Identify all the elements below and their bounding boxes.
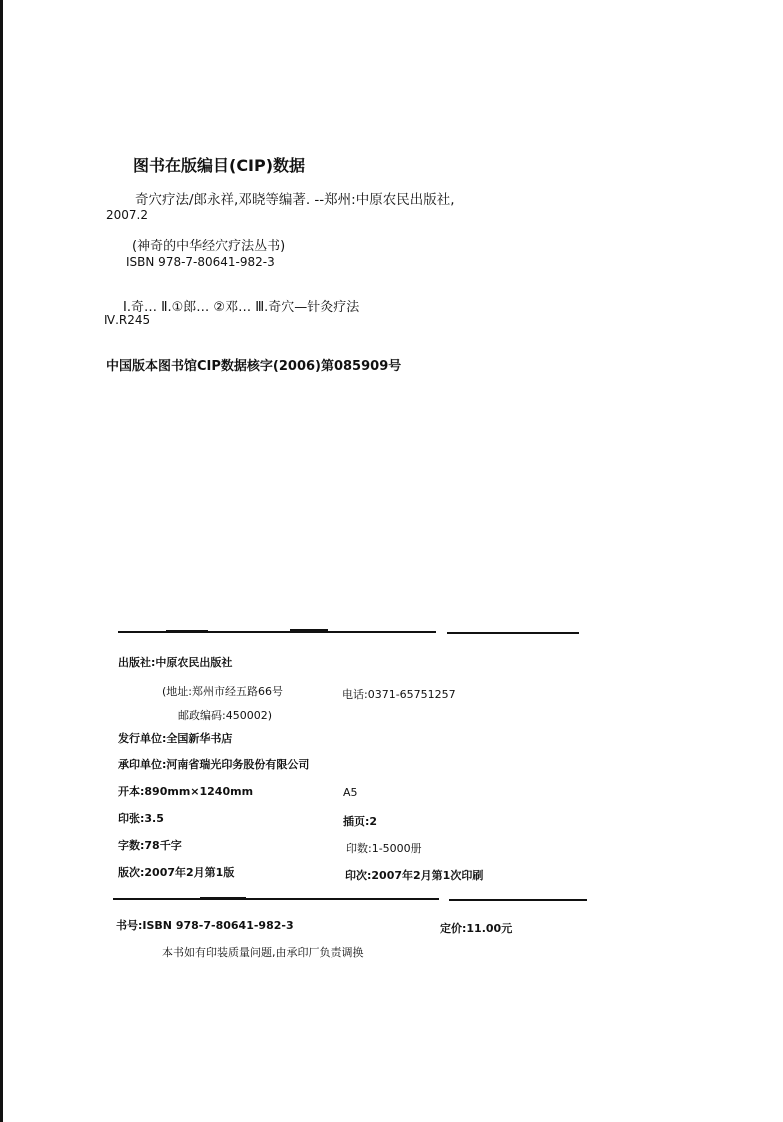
publisher-address: (地址:郑州市经五路66号 — [162, 685, 283, 698]
rule-accent — [200, 897, 246, 900]
cip-main-entry: 奇穴疗法/郎永祥,邓晓等编著. --郑州:中原农民出版社, — [135, 192, 455, 208]
publisher: 出版社:中原农民出版社 — [118, 656, 233, 669]
cip-subject-headings: Ⅰ.奇… Ⅱ.①郎… ②邓… Ⅲ.奇穴—针灸疗法 — [123, 300, 360, 315]
inserts: 插页:2 — [343, 815, 378, 828]
print-quantity: 印数:1-5000册 — [346, 842, 422, 855]
book-format: A5 — [343, 786, 358, 799]
cip-isbn: ISBN 978-7-80641-982-3 — [126, 255, 275, 269]
word-count: 字数:78千字 — [118, 839, 182, 852]
distributor: 发行单位:全国新华书店 — [118, 732, 233, 745]
cip-classification: Ⅳ.R245 — [104, 313, 151, 327]
cip-record-number: 中国版本图书馆CIP数据核字(2006)第085909号 — [106, 359, 402, 374]
print-sheets: 印张:3.5 — [118, 812, 164, 825]
imprint-bottom-rule — [113, 898, 439, 900]
cip-main-entry-continued: 2007.2 — [106, 208, 148, 222]
imprint-top-rule-short — [447, 632, 579, 634]
rule-accent — [290, 629, 328, 632]
cip-heading: 图书在版编目(CIP)数据 — [133, 156, 306, 175]
price: 定价:11.00元 — [440, 922, 513, 935]
publisher-zip: 邮政编码:450002) — [178, 709, 272, 722]
edition: 版次:2007年2月第1版 — [118, 866, 235, 879]
book-number: 书号:ISBN 978-7-80641-982-3 — [116, 919, 294, 932]
publisher-phone: 电话:0371-65751257 — [342, 688, 456, 701]
quality-notice: 本书如有印装质量问题,由承印厂负责调换 — [162, 946, 364, 959]
book-size: 开本:890mm×1240mm — [118, 785, 254, 798]
print-run: 印次:2007年2月第1次印刷 — [345, 869, 484, 882]
printer: 承印单位:河南省瑞光印务股份有限公司 — [118, 758, 310, 771]
rule-accent — [166, 630, 208, 633]
page-left-border — [0, 0, 3, 1122]
imprint-bottom-rule-short — [449, 899, 587, 901]
cip-series: (神奇的中华经穴疗法丛书) — [132, 239, 286, 254]
